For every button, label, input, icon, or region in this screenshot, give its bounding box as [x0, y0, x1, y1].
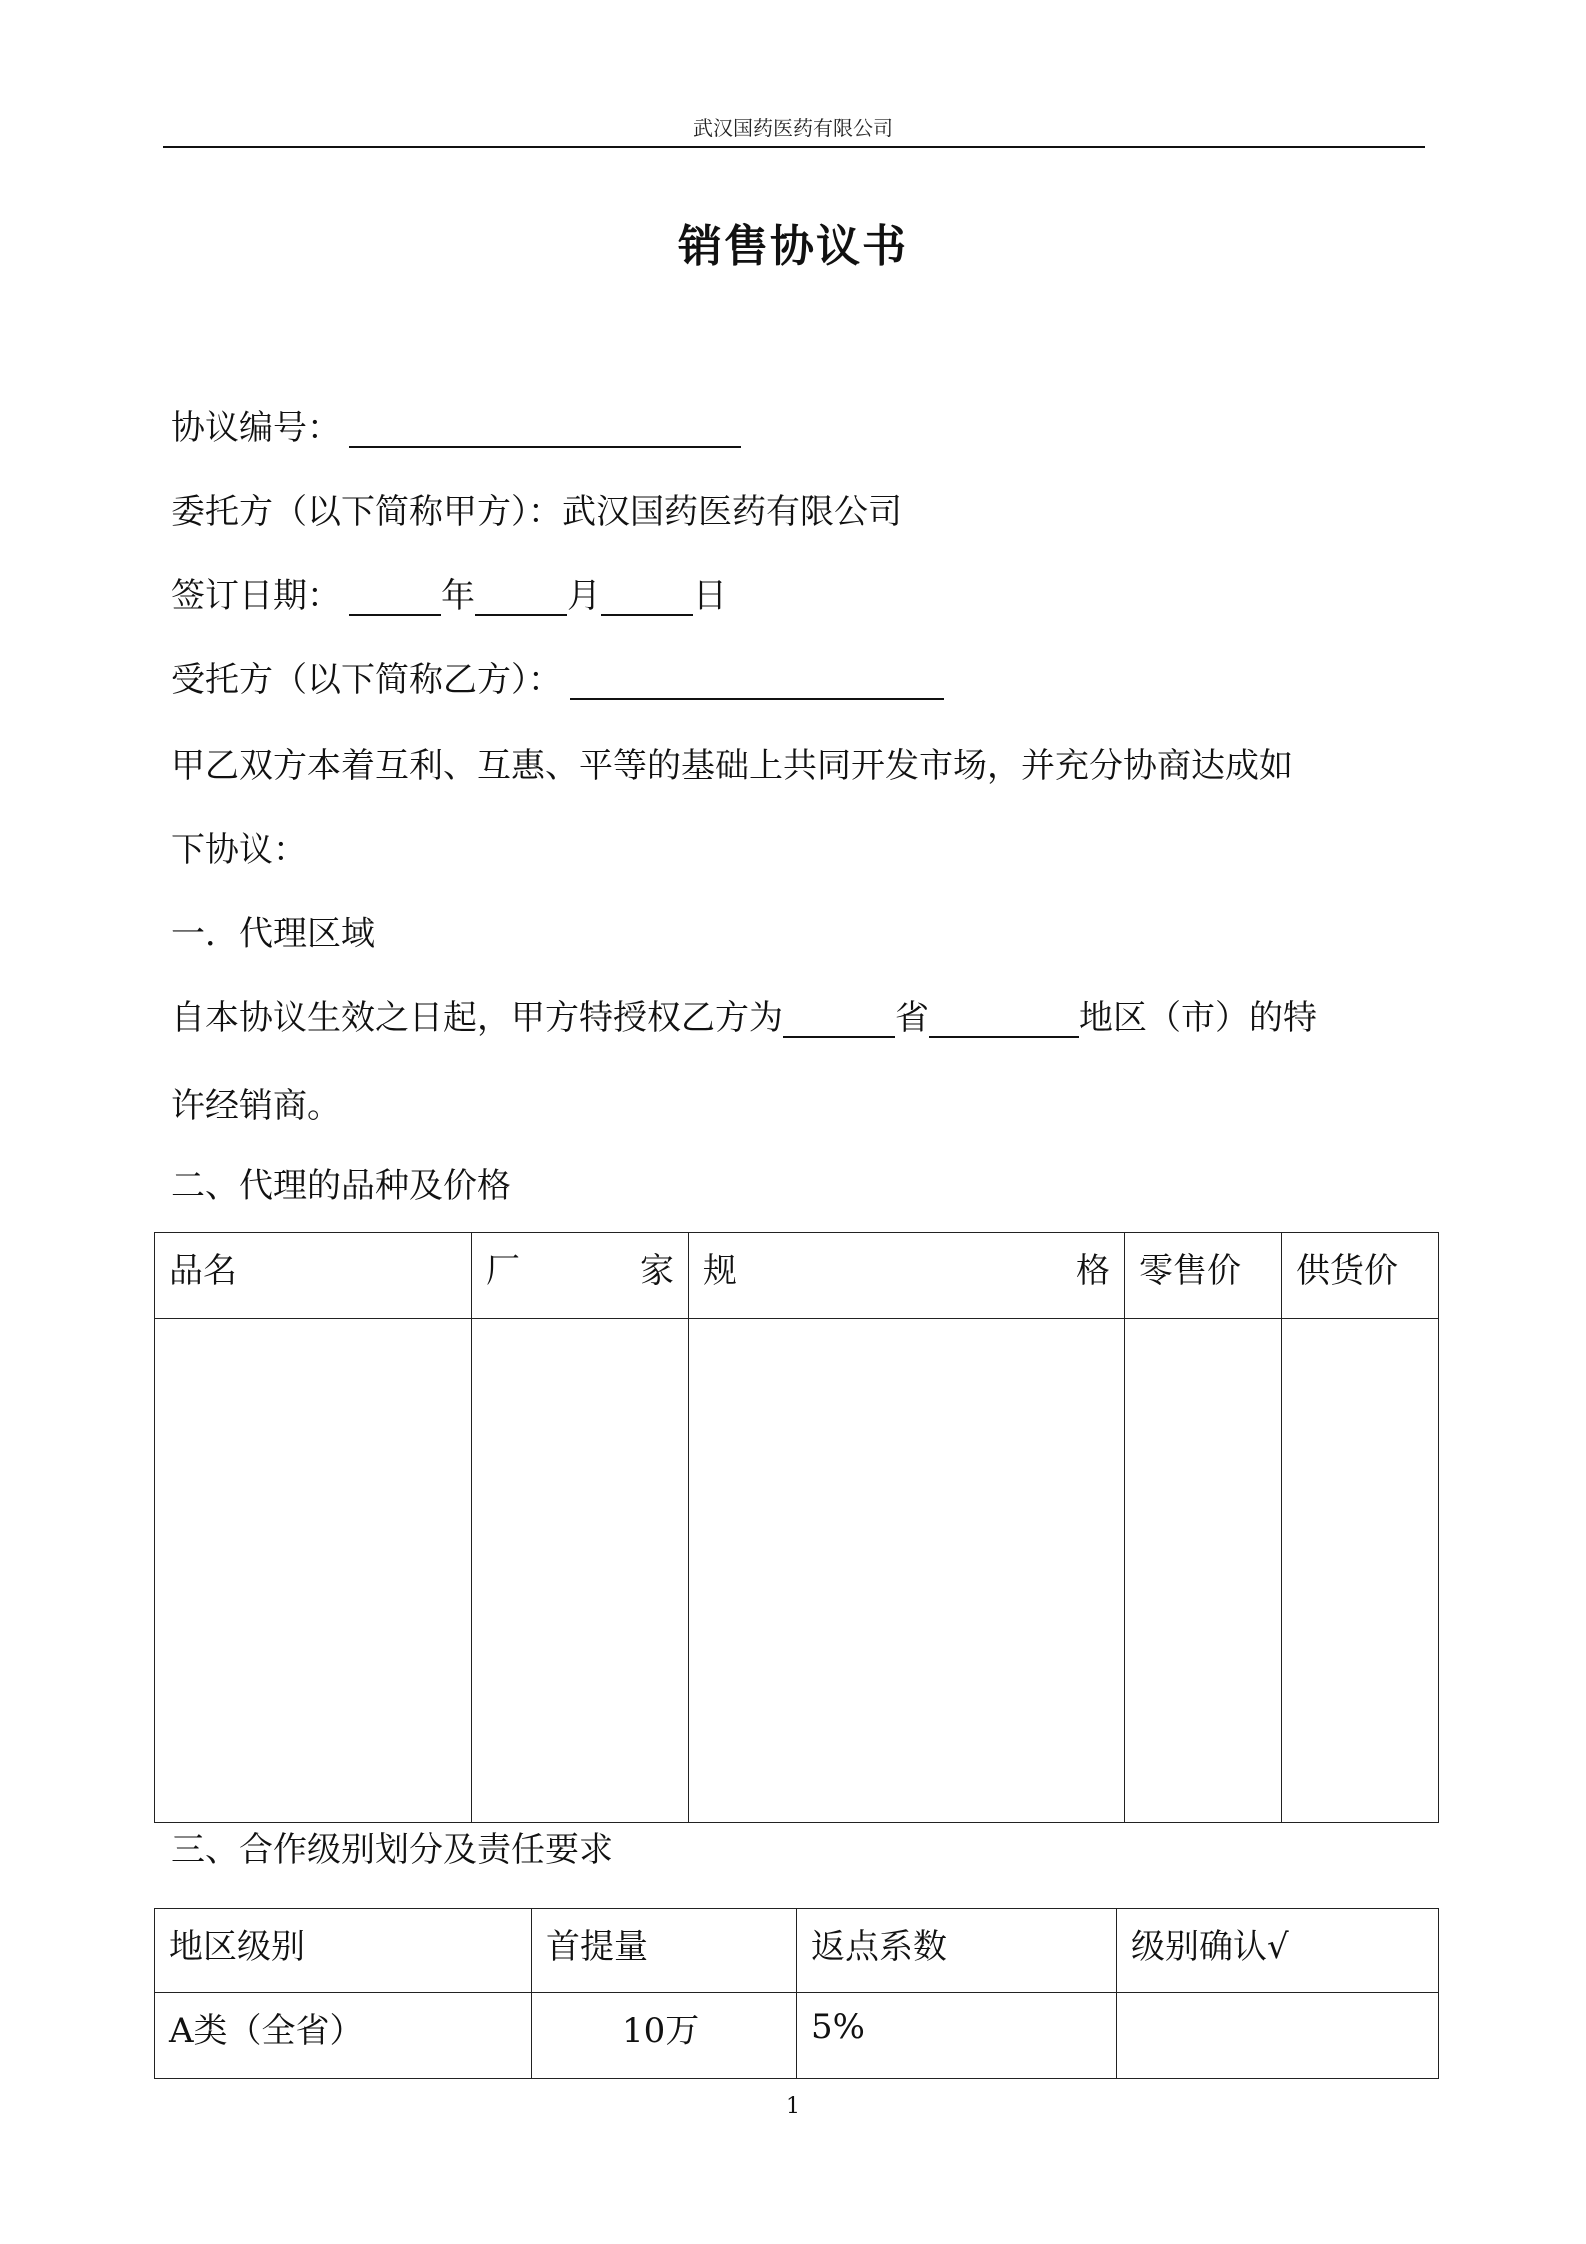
table-row [155, 1993, 1439, 2079]
row-rebate: 5% [797, 1993, 1117, 2079]
intro-line-1: 甲乙双方本着互利、互惠、平等的基础上共同开发市场，并充分协商达成如 [171, 746, 1293, 786]
table-cell[interactable] [689, 1319, 1125, 1823]
levels-header-row [155, 1909, 1439, 1993]
month-blank[interactable] [475, 578, 567, 616]
table-cell[interactable] [155, 1319, 472, 1823]
products-table [154, 1232, 1439, 1823]
section1-heading: 一．代理区域 [171, 914, 375, 954]
party-b-line [171, 658, 944, 702]
region-blank[interactable] [929, 1000, 1079, 1038]
party-a-line [171, 490, 902, 534]
col-product-name: 品名 [155, 1233, 472, 1319]
levels-table [154, 1908, 1439, 2079]
agreement-no-blank[interactable] [349, 410, 741, 448]
sign-date-line [171, 574, 727, 618]
col-region-level: 地区级别 [155, 1909, 532, 1993]
year-label: 年 [441, 576, 475, 616]
section1-text-b: 地区（市）的特 [1079, 998, 1317, 1038]
page-number: 1 [786, 2094, 800, 2119]
row-level-confirm[interactable] [1117, 1993, 1439, 2079]
year-blank[interactable] [349, 578, 441, 616]
section1-line-2: 许经销商。 [171, 1086, 341, 1126]
section2-heading: 二、代理的品种及价格 [171, 1166, 511, 1206]
party-b-label: 受托方（以下简称乙方）： [171, 660, 562, 700]
row-region-level: A类（全省） [155, 1993, 532, 2079]
province-blank[interactable] [783, 1000, 895, 1038]
party-a-label: 委托方（以下简称甲方）： [171, 492, 562, 532]
section1-line-1 [171, 996, 1317, 1040]
day-label: 日 [693, 576, 727, 616]
col-min-order: 首提量 [532, 1909, 797, 1993]
col-level-confirm: 级别确认√ [1117, 1909, 1439, 1993]
col-specification: 规 格 [689, 1233, 1125, 1319]
section3-heading: 三、合作级别划分及责任要求 [171, 1830, 613, 1870]
party-b-blank[interactable] [570, 662, 944, 700]
document-title: 销售协议书 [678, 221, 908, 272]
table-cell[interactable] [1125, 1319, 1282, 1823]
agreement-no-line [171, 406, 741, 450]
col-rebate: 返点系数 [797, 1909, 1117, 1993]
province-label: 省 [895, 998, 929, 1038]
col-retail-price: 零售价 [1125, 1233, 1282, 1319]
table-cell[interactable] [1282, 1319, 1439, 1823]
products-header-row [155, 1233, 1439, 1319]
sign-date-label: 签订日期： [171, 576, 341, 616]
agreement-no-label: 协议编号： [171, 408, 341, 448]
party-a-value: 武汉国药医药有限公司 [562, 492, 902, 532]
header-company: 武汉国药医药有限公司 [693, 116, 893, 140]
section1-text-a: 自本协议生效之日起，甲方特授权乙方为 [171, 998, 783, 1038]
products-empty-row [155, 1319, 1439, 1823]
col-supply-price: 供货价 [1282, 1233, 1439, 1319]
month-label: 月 [567, 576, 601, 616]
intro-line-2: 下协议： [171, 830, 307, 870]
table-cell[interactable] [472, 1319, 689, 1823]
header-rule [163, 146, 1425, 148]
row-min-order: 10万 [532, 1993, 797, 2079]
col-manufacturer: 厂 家 [472, 1233, 689, 1319]
day-blank[interactable] [601, 578, 693, 616]
